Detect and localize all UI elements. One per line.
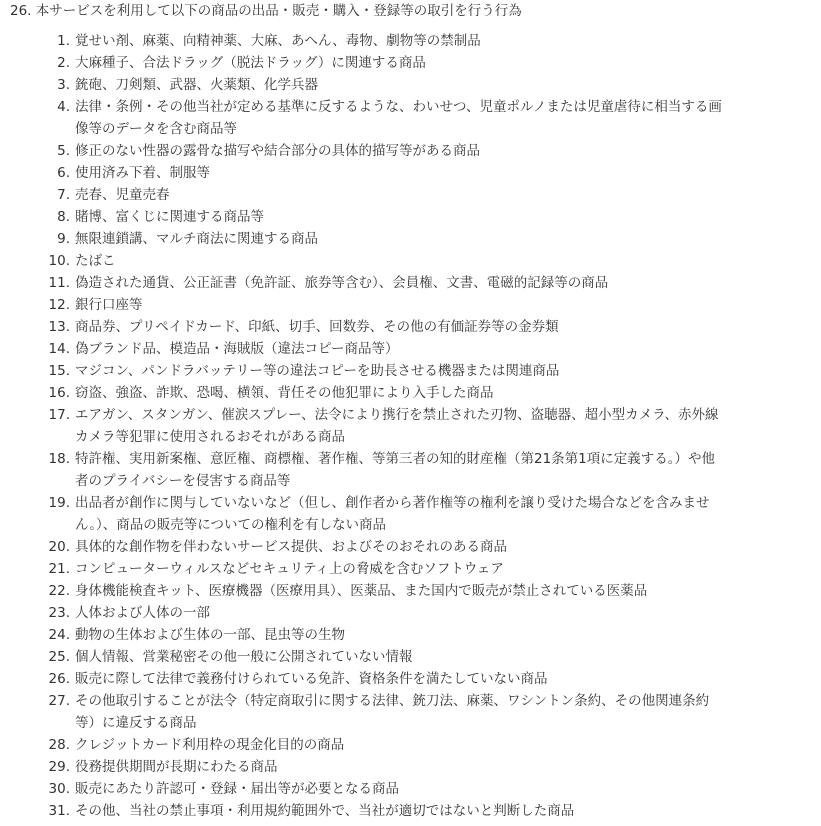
- list-item-number: 5.: [57, 143, 70, 159]
- list-item-text: 具体的な創作物を伴わないサービス提供、およびそのおそれのある商品: [75, 539, 507, 555]
- list-item-text: 特許権、実用新案権、意匠権、商標権、著作権、等第三者の知的財産権（第21条第1項に定義する。）や他者のプライバシーを侵害する商品等: [75, 451, 716, 489]
- list-item-number: 21.: [48, 561, 70, 577]
- list-item-text: その他取引することが法令（特定商取引に関する法律、銃刀法、麻薬、ワシントン条約、その他関連条約等）に違反する商品: [75, 693, 710, 731]
- section-heading: 26. 本サービスを利用して以下の商品の出品・販売・購入・登録等の取引を行う行為: [10, 3, 522, 19]
- list-item: [10, 162, 813, 184]
- list-item-number: 11.: [48, 275, 70, 291]
- list-item-number: 16.: [48, 385, 70, 401]
- list-item: [10, 272, 813, 294]
- list-item: [10, 800, 813, 822]
- list-item: [10, 778, 813, 800]
- list-item-number: 10.: [48, 253, 70, 269]
- list-item: [10, 316, 813, 338]
- list-item: [10, 536, 813, 558]
- list-item-text: 銃砲、刀剣類、武器、火薬類、化学兵器: [75, 77, 318, 93]
- list-item-text: その他、当社の禁止事項・利用規約範囲外で、当社が適切ではないと判断した商品: [75, 803, 575, 819]
- list-item-text: 銀行口座等: [75, 297, 143, 313]
- list-item-text: 役務提供期間が長期にわたる商品: [75, 759, 278, 775]
- list-item: [10, 690, 813, 734]
- list-item-text: エアガン、スタンガン、催涙スプレー、法令により携行を禁止された刃物、盗聴器、超小型カメラ、赤外線カメラ等犯罪に使用されるおそれがある商品: [75, 407, 719, 445]
- list-item-number: 30.: [48, 781, 70, 797]
- list-item-number: 20.: [48, 539, 70, 555]
- list-item-text: 身体機能検査キット、医療機器（医療用具）、医薬品、また国内で販売が禁止されている医薬品: [75, 583, 648, 599]
- list-item-number: 13.: [48, 319, 70, 335]
- list-item-text: 窃盗、強盗、詐欺、恐喝、横領、背任その他犯罪により入手した商品: [75, 385, 494, 401]
- list-item-text: 覚せい剤、麻薬、向精神薬、大麻、あへん、毒物、劇物等の禁制品: [75, 33, 481, 49]
- list-item: [10, 338, 813, 360]
- list-item: [10, 250, 813, 272]
- list-item-number: 23.: [48, 605, 70, 621]
- list-item-number: 2.: [57, 55, 70, 71]
- list-item-number: 8.: [57, 209, 70, 225]
- list-item: [10, 756, 813, 778]
- list-item-text: 偽ブランド品、模造品・海賊版（違法コピー商品等）: [75, 341, 399, 357]
- list-item-number: 26.: [48, 671, 70, 687]
- list-item: [10, 580, 813, 602]
- list-item-number: 17.: [48, 407, 70, 423]
- list-item-number: 9.: [57, 231, 70, 247]
- list-item-text: 使用済み下着、制服等: [75, 165, 210, 181]
- list-item-text: 法律・条例・その他当社が定める基準に反するような、わいせつ、児童ポルノまたは児童虐待に相当する画像等のデータを含む商品等: [75, 99, 722, 137]
- list-item: [10, 734, 813, 756]
- list-item-text: 賭博、富くじに関連する商品等: [75, 209, 264, 225]
- list-item: [10, 492, 813, 536]
- list-item-text: 大麻種子、合法ドラッグ（脱法ドラッグ）に関連する商品: [75, 55, 426, 71]
- list-item-number: 7.: [57, 187, 70, 203]
- list-item: [10, 360, 813, 382]
- list-item: [10, 184, 813, 206]
- list-item-number: 15.: [48, 363, 70, 379]
- list-item-number: 25.: [48, 649, 70, 665]
- list-item-text: 売春、児童売春: [75, 187, 170, 203]
- list-item-text: 販売に際して法律で義務付けられている免許、資格条件を満たしていない商品: [75, 671, 548, 687]
- prohibited-items-list: [10, 30, 813, 822]
- list-item-number: 19.: [48, 495, 70, 511]
- list-item-text: マジコン、パンドラバッテリー等の違法コピーを助長させる機器または関連商品: [75, 363, 560, 379]
- list-item-number: 4.: [57, 99, 70, 115]
- list-item: [10, 668, 813, 690]
- list-item-text: 無限連鎖講、マルチ商法に関連する商品: [75, 231, 318, 247]
- list-item-number: 29.: [48, 759, 70, 775]
- list-item-number: 22.: [48, 583, 70, 599]
- list-item-number: 27.: [48, 693, 70, 709]
- list-item: [10, 448, 813, 492]
- list-item-number: 3.: [57, 77, 70, 93]
- list-item-number: 14.: [48, 341, 70, 357]
- list-item: [10, 624, 813, 646]
- list-item-number: 31.: [48, 803, 70, 819]
- list-item: [10, 206, 813, 228]
- list-item-number: 1.: [57, 33, 70, 49]
- list-item: [10, 404, 813, 448]
- list-item-number: 18.: [48, 451, 70, 467]
- list-item: [10, 96, 813, 140]
- list-item-text: 販売にあたり許認可・登録・届出等が必要となる商品: [75, 781, 399, 797]
- list-item-text: 偽造された通貨、公正証書（免許証、旅券等含む）、会員権、文書、電磁的記録等の商品: [75, 275, 609, 291]
- list-item-text: 修正のない性器の露骨な描写や結合部分の具体的描写等がある商品: [75, 143, 480, 159]
- list-item: [10, 228, 813, 250]
- list-item: [10, 294, 813, 316]
- list-item-number: 24.: [48, 627, 70, 643]
- list-item: [10, 52, 813, 74]
- list-item-text: たばこ: [75, 253, 116, 269]
- list-item-number: 28.: [48, 737, 70, 753]
- list-item-text: クレジットカード利用枠の現金化目的の商品: [75, 737, 345, 753]
- list-item: [10, 558, 813, 580]
- list-item: [10, 602, 813, 624]
- list-item: [10, 74, 813, 96]
- list-item-text: 個人情報、営業秘密その他一般に公開されていない情報: [75, 649, 413, 665]
- list-item: [10, 140, 813, 162]
- list-item: [10, 646, 813, 668]
- list-item-text: 商品券、プリペイドカード、印紙、切手、回数券、その他の有価証券等の金券類: [75, 319, 559, 335]
- list-item-text: 出品者が創作に関与していないなど（但し、創作者から著作権等の権利を譲り受けた場合などを含みません。）、商品の販売等についての権利を有しない商品: [75, 495, 710, 533]
- list-item: [10, 30, 813, 52]
- list-item-text: 人体および人体の一部: [75, 605, 210, 621]
- list-item-text: コンピューターウィルスなどセキュリティ上の脅威を含むソフトウェア: [75, 561, 504, 577]
- list-item-number: 12.: [48, 297, 70, 313]
- list-item-number: 6.: [57, 165, 70, 181]
- list-item: [10, 382, 813, 404]
- list-item-text: 動物の生体および生体の一部、昆虫等の生物: [75, 627, 345, 643]
